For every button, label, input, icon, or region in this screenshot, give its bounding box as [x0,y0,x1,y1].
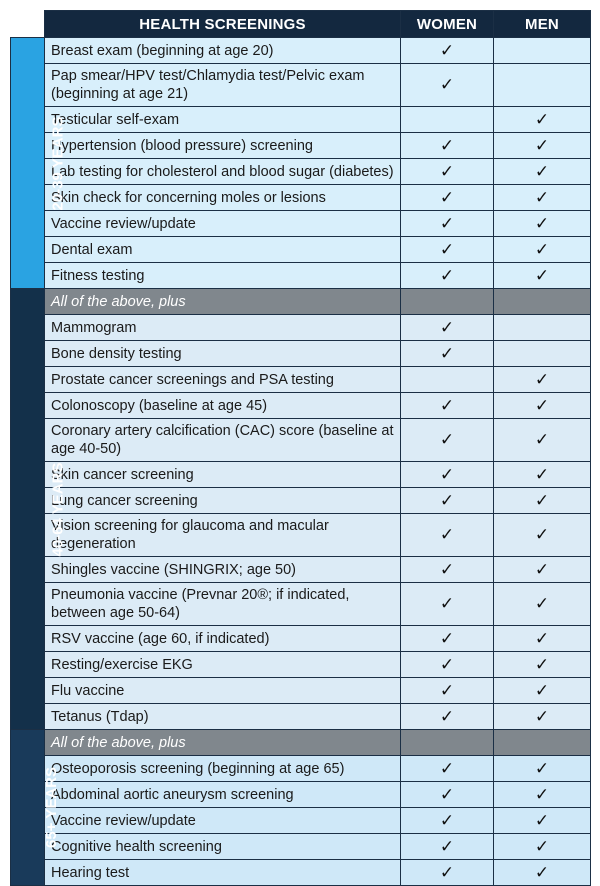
table-row [11,211,591,237]
women-cell [401,237,494,263]
women-cell [401,419,494,462]
check-mark-icon: ✓ [534,395,550,415]
screening-name: Hearing test [45,860,401,886]
women-cell [401,704,494,730]
check-mark-icon: ✓ [534,369,550,389]
table-row [11,756,591,782]
check-mark-icon: ✓ [439,654,455,674]
women-cell [401,159,494,185]
table-body [11,38,591,886]
check-mark-icon: ✓ [439,559,455,579]
check-mark-icon: ✓ [439,430,455,449]
men-cell [494,237,591,263]
table-row [11,583,591,626]
screening-name: Hypertension (blood pressure) screening [45,133,401,159]
men-cell [494,626,591,652]
table-header-row [11,11,591,38]
men-cell [494,678,591,704]
men-cell [494,38,591,64]
screening-name: Pap smear/HPV test/Chlamydia test/Pelvic exam (beginning at age 21) [45,64,401,107]
table-row [11,315,591,341]
check-mark-icon: ✓ [439,464,455,484]
age-group-text: 20-39 YEARS [49,116,67,210]
table-row [11,514,591,557]
screening-name: Colonoscopy (baseline at age 45) [45,393,401,419]
check-mark-icon: ✓ [439,594,455,613]
health-screenings-table [10,10,591,886]
header-corner [11,11,45,38]
table-row [11,38,591,64]
check-mark-icon: ✓ [439,680,455,700]
men-cell [494,133,591,159]
men-cell [494,557,591,583]
women-cell [401,289,494,315]
check-mark-icon: ✓ [534,628,550,648]
women-cell [401,860,494,886]
table-row [11,704,591,730]
screening-name: Lab testing for cholesterol and blood sugar (diabetes) [45,159,401,185]
table-row [11,652,591,678]
men-cell [494,756,591,782]
screening-name: Vision screening for glaucoma and macular degeneration [45,514,401,557]
check-mark-icon: ✓ [439,784,455,804]
women-cell [401,678,494,704]
men-cell [494,289,591,315]
women-cell [401,107,494,133]
subheader-text: All of the above, plus [45,289,401,315]
men-cell [494,488,591,514]
check-mark-icon: ✓ [439,239,455,259]
men-cell [494,159,591,185]
check-mark-icon: ✓ [439,706,455,726]
table-row [11,557,591,583]
header-women: WOMEN [401,11,494,38]
screening-name: Skin cancer screening [45,462,401,488]
men-cell [494,64,591,107]
table-row [11,107,591,133]
women-cell [401,315,494,341]
check-mark-icon: ✓ [534,464,550,484]
header-screenings: HEALTH SCREENINGS [45,11,401,38]
screening-name: Flu vaccine [45,678,401,704]
men-cell [494,419,591,462]
check-mark-icon: ✓ [534,680,550,700]
screening-name: Coronary artery calcification (CAC) score (baseline at age 40-50) [45,419,401,462]
table-row [11,808,591,834]
table-row [11,626,591,652]
check-mark-icon: ✓ [534,239,550,259]
screening-name: Fitness testing [45,263,401,289]
women-cell [401,211,494,237]
women-cell [401,808,494,834]
screening-name: Cognitive health screening [45,834,401,860]
age-group-label [11,289,67,730]
screening-name: Abdominal aortic aneurysm screening [45,782,401,808]
women-cell [401,185,494,211]
table-row [11,341,591,367]
women-cell [401,782,494,808]
check-mark-icon: ✓ [439,213,455,233]
screening-name: Tetanus (Tdap) [45,704,401,730]
check-mark-icon: ✓ [534,490,550,510]
men-cell [494,263,591,289]
check-mark-icon: ✓ [534,161,550,181]
screening-name: Osteoporosis screening (beginning at age 65) [45,756,401,782]
women-cell [401,263,494,289]
check-mark-icon: ✓ [534,187,550,207]
check-mark-icon: ✓ [534,706,550,726]
screening-name: Pneumonia vaccine (Prevnar 20®; if indicated, between age 50-64) [45,583,401,626]
screening-name: Shingles vaccine (SHINGRIX; age 50) [45,557,401,583]
check-mark-icon: ✓ [534,525,550,544]
screening-name: Skin check for concerning moles or lesions [45,185,401,211]
check-mark-icon: ✓ [439,161,455,181]
screening-name: Mammogram [45,315,401,341]
table-row [11,860,591,886]
check-mark-icon: ✓ [439,40,455,60]
check-mark-icon: ✓ [534,836,550,856]
women-cell [401,64,494,107]
check-mark-icon: ✓ [534,430,550,449]
check-mark-icon: ✓ [439,490,455,510]
table-row [11,834,591,860]
men-cell [494,107,591,133]
age-group-label [11,730,61,886]
check-mark-icon: ✓ [534,758,550,778]
women-cell [401,730,494,756]
age-group-text: 65+ YEARS [43,766,61,849]
check-mark-icon: ✓ [439,862,455,882]
header-men: MEN [494,11,591,38]
men-cell [494,341,591,367]
women-cell [401,367,494,393]
men-cell [494,730,591,756]
men-cell [494,393,591,419]
women-cell [401,488,494,514]
table-row [11,185,591,211]
check-mark-icon: ✓ [534,135,550,155]
screening-name: Vaccine review/update [45,808,401,834]
men-cell [494,583,591,626]
check-mark-icon: ✓ [439,265,455,285]
men-cell [494,860,591,886]
men-cell [494,367,591,393]
women-cell [401,756,494,782]
women-cell [401,341,494,367]
women-cell [401,834,494,860]
table-row [11,367,591,393]
men-cell [494,652,591,678]
table-row [11,159,591,185]
table-row [11,462,591,488]
check-mark-icon: ✓ [534,109,550,129]
men-cell [494,514,591,557]
men-cell [494,782,591,808]
check-mark-icon: ✓ [534,559,550,579]
check-mark-icon: ✓ [439,758,455,778]
screening-table-frame [10,10,590,886]
table-row [11,419,591,462]
table-row [11,678,591,704]
women-cell [401,626,494,652]
table-row [11,393,591,419]
table-row [11,263,591,289]
subheader-row [11,730,591,756]
table-row [11,64,591,107]
check-mark-icon: ✓ [439,395,455,415]
screening-name: Resting/exercise EKG [45,652,401,678]
table-row [11,133,591,159]
men-cell [494,315,591,341]
subheader-row [11,289,591,315]
age-group-label [11,38,67,289]
women-cell [401,652,494,678]
screening-name: Testicular self-exam [45,107,401,133]
screening-name: Lung cancer screening [45,488,401,514]
check-mark-icon: ✓ [439,317,455,337]
check-mark-icon: ✓ [439,187,455,207]
men-cell [494,211,591,237]
check-mark-icon: ✓ [439,810,455,830]
women-cell [401,514,494,557]
check-mark-icon: ✓ [534,594,550,613]
screening-name: Vaccine review/update [45,211,401,237]
women-cell [401,583,494,626]
check-mark-icon: ✓ [534,654,550,674]
check-mark-icon: ✓ [534,265,550,285]
check-mark-icon: ✓ [439,836,455,856]
check-mark-icon: ✓ [439,75,455,94]
women-cell [401,393,494,419]
check-mark-icon: ✓ [534,784,550,804]
men-cell [494,704,591,730]
check-mark-icon: ✓ [439,628,455,648]
men-cell [494,834,591,860]
check-mark-icon: ✓ [534,862,550,882]
men-cell [494,185,591,211]
screening-name: RSV vaccine (age 60, if indicated) [45,626,401,652]
check-mark-icon: ✓ [534,213,550,233]
table-row [11,237,591,263]
women-cell [401,462,494,488]
women-cell [401,133,494,159]
check-mark-icon: ✓ [439,343,455,363]
check-mark-icon: ✓ [439,135,455,155]
men-cell [494,808,591,834]
men-cell [494,462,591,488]
table-row [11,782,591,808]
screening-name: Bone density testing [45,341,401,367]
check-mark-icon: ✓ [439,525,455,544]
women-cell [401,557,494,583]
women-cell [401,38,494,64]
check-mark-icon: ✓ [534,810,550,830]
subheader-text: All of the above, plus [45,730,401,756]
screening-name: Breast exam (beginning at age 20) [45,38,401,64]
screening-name: Dental exam [45,237,401,263]
screening-name: Prostate cancer screenings and PSA testing [45,367,401,393]
age-group-text: 40-64 YEARS [49,462,67,556]
table-row [11,488,591,514]
